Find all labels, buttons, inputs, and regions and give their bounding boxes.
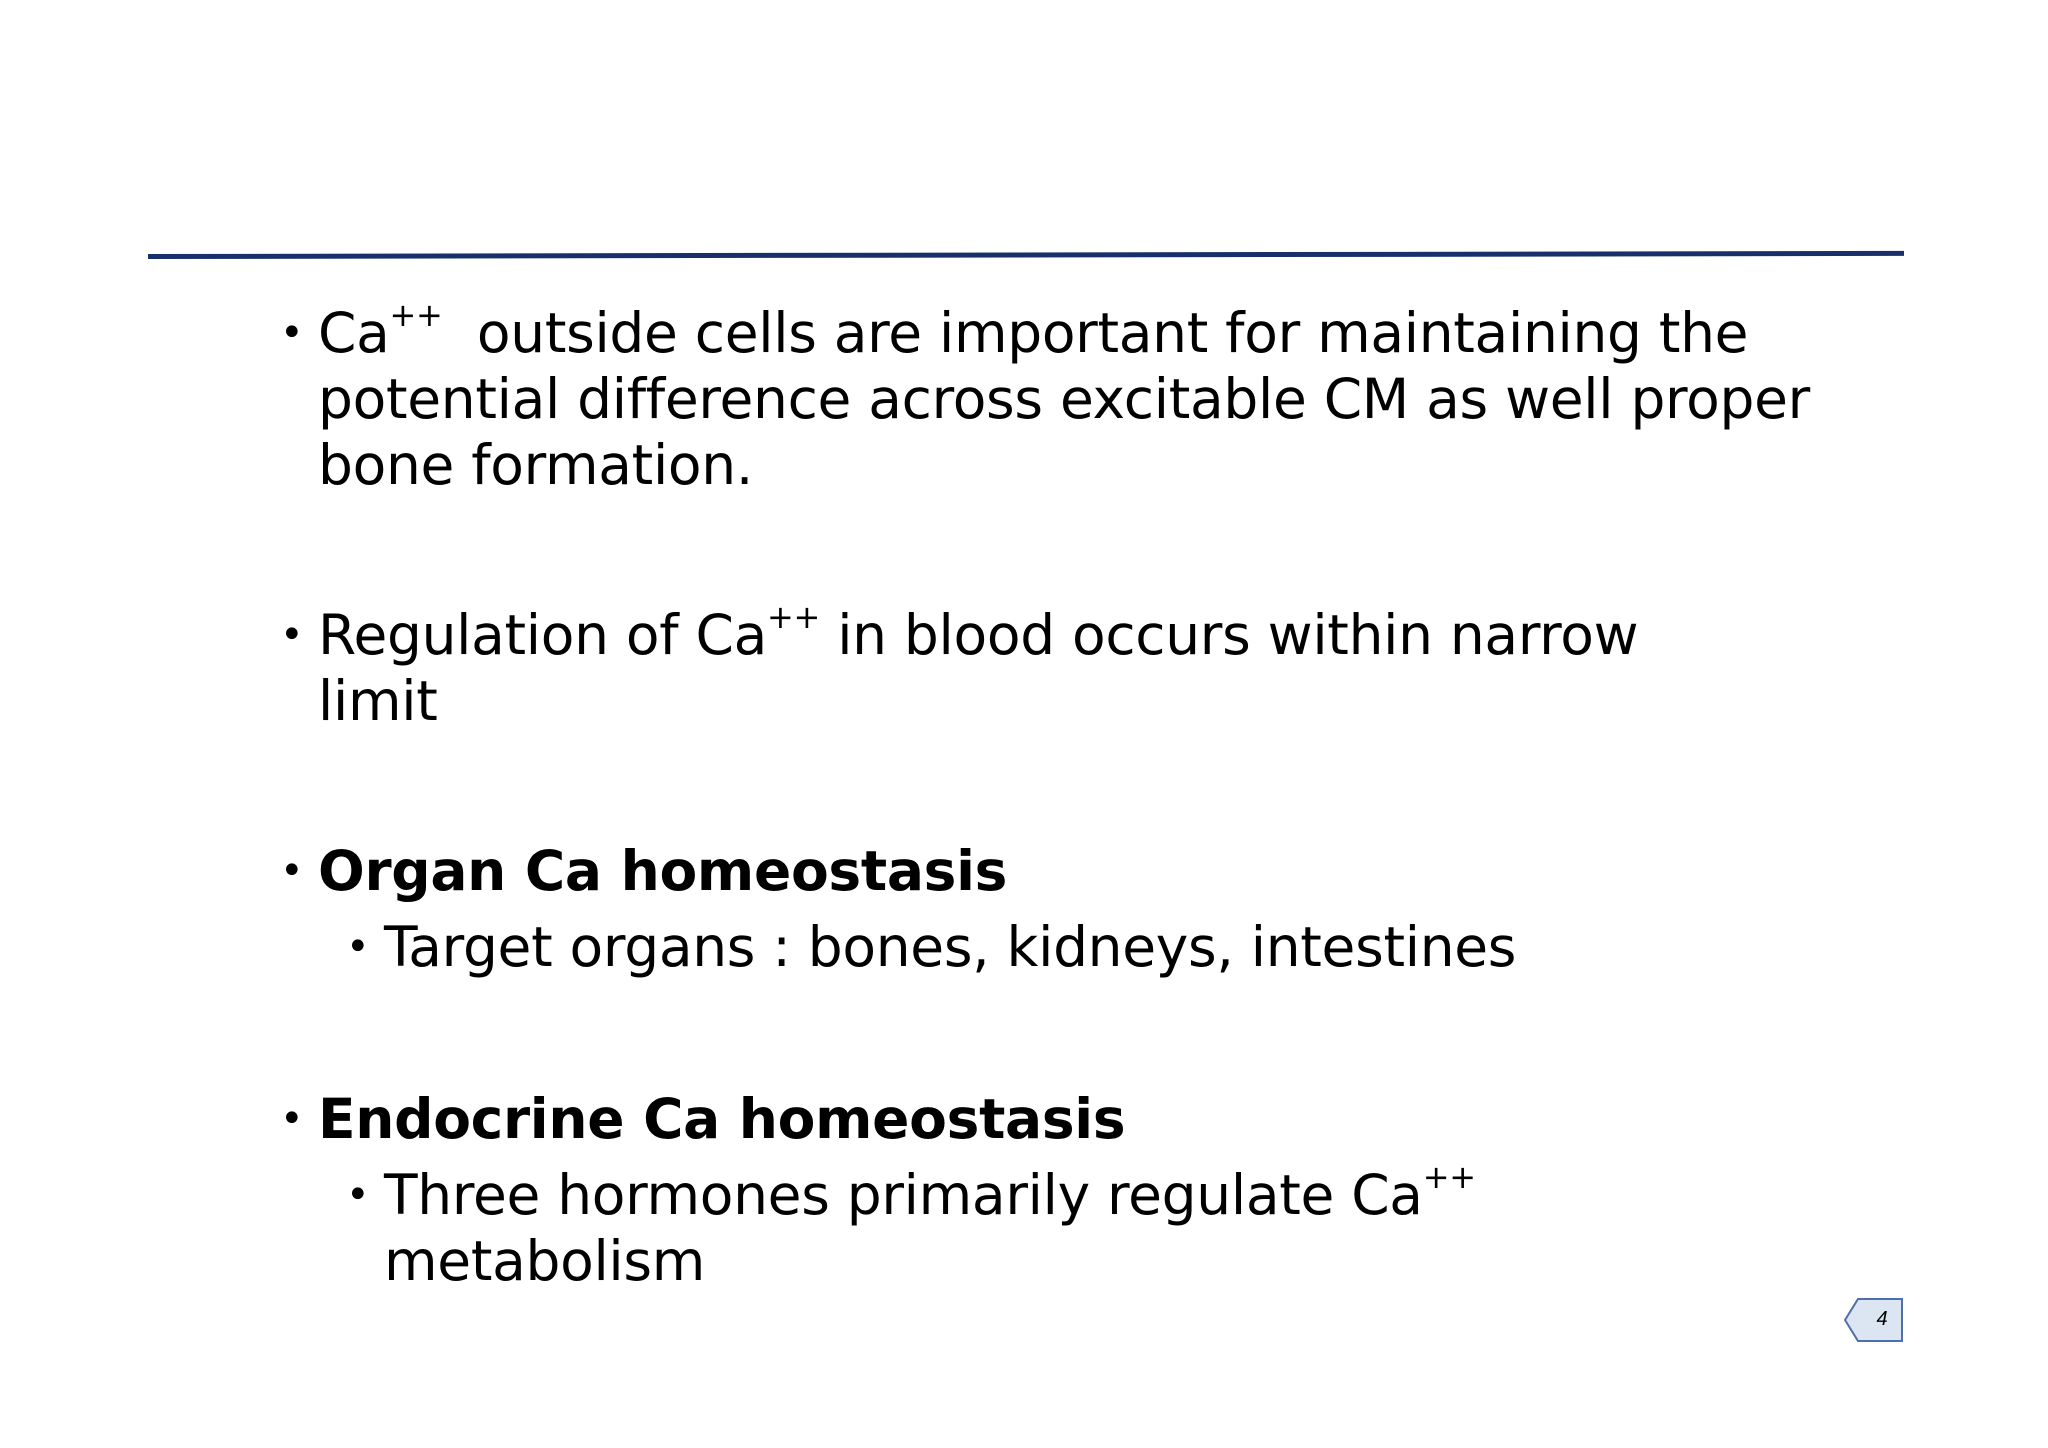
- bullet-marker: •: [346, 924, 370, 970]
- header-rule: [148, 251, 1904, 259]
- bullet-text-part: outside cells are important for maintaining the potential difference across excitable CM as well proper bone formation.: [318, 301, 1828, 497]
- bullet-marker: •: [280, 848, 304, 894]
- bullet-heading: Endocrine Ca homeostasis: [318, 1087, 1126, 1151]
- sub-bullet-text: [384, 1158, 1524, 1294]
- bullet-regulation: [280, 598, 1748, 734]
- bullet-ca-outside-cells: [280, 296, 1838, 498]
- bullet-text-part: Ca: [318, 301, 390, 365]
- sub-bullet-text: Target organs : bones, kidneys, intestines: [384, 915, 1517, 979]
- bullet-marker: •: [346, 1172, 370, 1218]
- bullet-text-part: Regulation of Ca: [318, 603, 767, 667]
- superscript-charge: ++: [389, 296, 443, 334]
- bullet-marker: •: [280, 1096, 304, 1142]
- bullet-endocrine-homeostasis: [280, 1086, 1838, 1152]
- bullet-text-part: in blood occurs within narrow limit: [318, 603, 1639, 733]
- bullet-organ-homeostasis: [280, 838, 1838, 904]
- bullet-text-part: metabolism: [384, 1229, 706, 1293]
- bullet-heading: Organ Ca homeostasis: [318, 839, 1008, 903]
- bullet-text: [318, 296, 1838, 498]
- sub-bullet-target-organs: [346, 914, 1584, 980]
- superscript-charge: ++: [766, 598, 821, 636]
- bullet-marker: •: [280, 310, 304, 356]
- bullet-text-part: Three hormones primarily regulate Ca: [384, 1163, 1423, 1227]
- sub-bullet-three-hormones: [346, 1158, 1524, 1294]
- superscript-charge: ++: [1422, 1158, 1476, 1196]
- bullet-marker: •: [280, 612, 304, 658]
- bullet-text: [318, 598, 1748, 734]
- page-number-badge: [1844, 1298, 1904, 1342]
- page-number: 4: [1876, 1308, 1888, 1330]
